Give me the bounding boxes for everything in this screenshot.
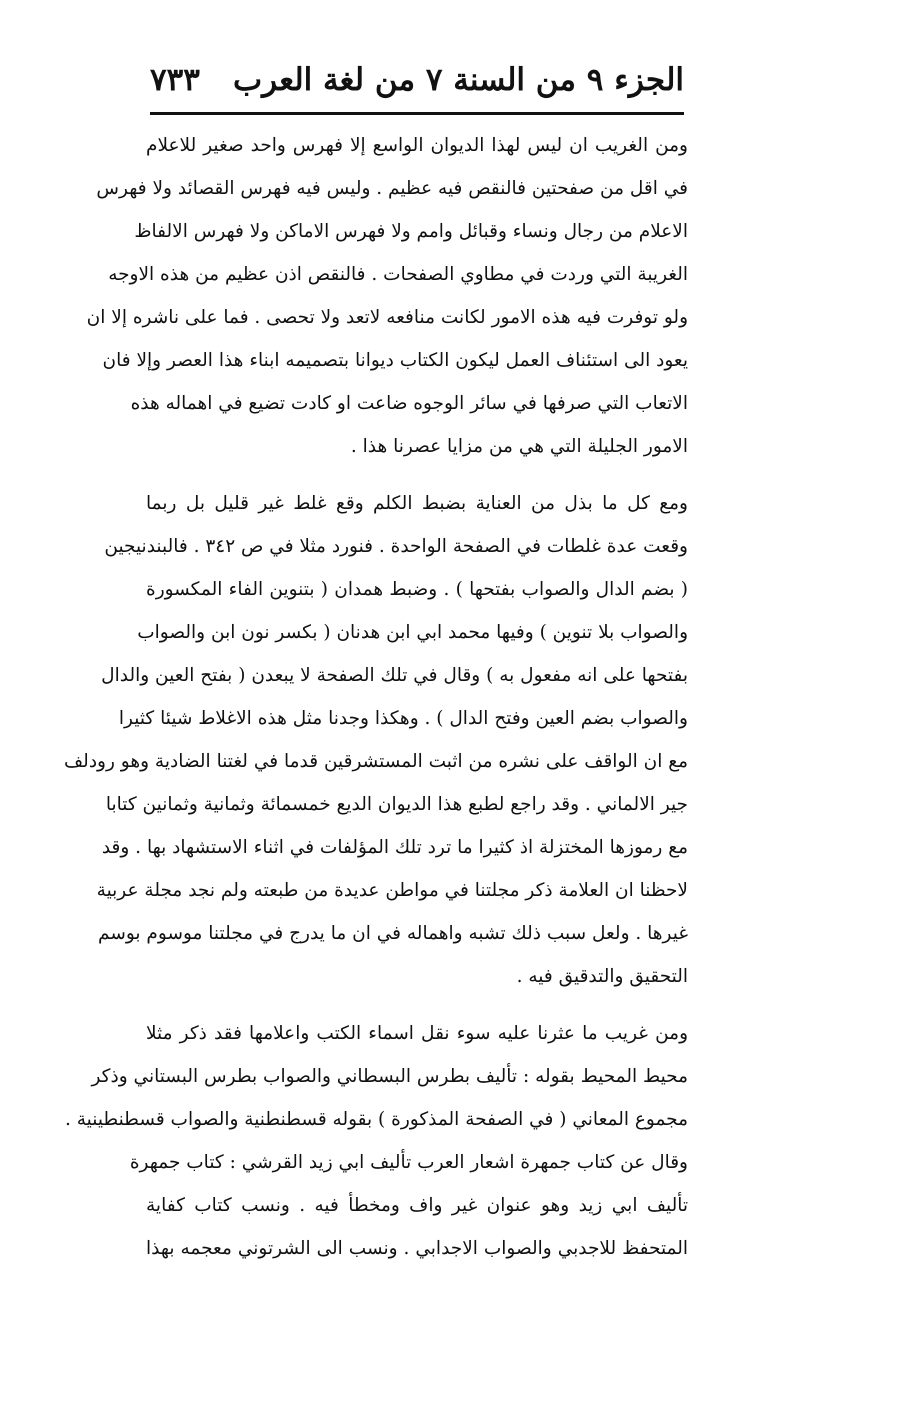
paragraph-3: [64, 1012, 688, 1270]
paragraph-1: [86, 124, 688, 468]
text-line: لاحظنا ان العلامة ذكر مجلتنا في مواطن عديدة من طبعته ولم نجد مجلة عربية: [96, 880, 688, 901]
page-number: ٧٣٣: [150, 62, 200, 98]
body-text: [64, 124, 688, 1284]
text-line: الاتعاب التي صرفها في سائر الوجوه ضاعت او كادت تضيع في اهماله هذه: [130, 393, 688, 414]
paragraph-2: [64, 482, 688, 998]
text-line: محيط المحيط بقوله : تأليف بطرس البسطاني والصواب بطرس البستاني وذكر: [91, 1066, 688, 1087]
text-line: وقال عن كتاب جمهرة اشعار العرب تأليف ابي زيد القرشي : كتاب جمهرة: [129, 1152, 688, 1173]
text-line: تأليف ابي زيد وهو عنوان غير واف ومخطأ فيه . ونسب كتاب كفاية: [146, 1195, 688, 1216]
text-line: غيرها . ولعل سبب ذلك تشبه واهماله في ان ما يدرج في مجلتنا موسوم بوسم: [98, 923, 688, 944]
text-line: والصواب بلا تنوين ) وفيها محمد ابي ابن هدنان ( بكسر نون ابن والصواب: [137, 622, 688, 643]
text-line: المتحفظ للاجدبي والصواب الاجدابي . ونسب الى الشرتوني معجمه بهذا: [146, 1238, 688, 1259]
text-line: ( بضم الدال والصواب بفتحها ) . وضبط همدان ( بتنوين الفاء المكسورة: [146, 579, 688, 600]
text-line: الاعلام من رجال ونساء وقبائل وامم ولا فهرس الاماكن ولا فهرس الالفاظ: [134, 221, 688, 242]
text-line: يعود الى استئناف العمل ليكون الكتاب ديوانا بتصميمه ابناء هذا العصر وإلا فان: [102, 350, 688, 371]
text-line: التحقيق والتدقيق فيه .: [516, 966, 688, 987]
text-line: في اقل من صفحتين فالنقص فيه عظيم . وليس فيه فهرس القصائد ولا فهرس: [96, 178, 688, 199]
text-line: ولو توفرت فيه هذه الامور لكانت منافعه لاتعد ولا تحصى . فما على ناشره إلا ان: [86, 307, 688, 328]
text-line: الغريبة التي وردت في مطاوي الصفحات . فالنقص اذن عظيم من هذه الاوجه: [108, 264, 688, 285]
text-line: ومن الغريب ان ليس لهذا الديوان الواسع إلا فهرس واحد صغير للاعلام: [146, 135, 688, 156]
text-line: ومن غريب ما عثرنا عليه سوء نقل اسماء الكتب واعلامها فقد ذكر مثلا: [146, 1023, 688, 1044]
text-line: بفتحها على انه مفعول به ) وقال في تلك الصفحة لا يبعدن ( بفتح العين والدال: [101, 665, 688, 686]
text-line: مجموع المعاني ( في الصفحة المذكورة ) بقوله قسطنطنية والصواب قسطنطينية .: [64, 1109, 688, 1130]
text-line: مع ان الواقف على نشره من اثبت المستشرقين قدما في لغتنا الضادية وهو رودلف: [64, 751, 688, 772]
header-rule: [150, 112, 684, 115]
running-header: [150, 52, 684, 108]
text-line: مع رموزها المختزلة اذ كثيرا ما ترد تلك المؤلفات في اثناء الاستشهاد بها . وقد: [101, 837, 688, 858]
text-line: والصواب بضم العين وفتح الدال ) . وهكذا وجدنا مثل هذه الاغلاط شيئا كثيرا: [118, 708, 688, 729]
header-title: الجزء ٩ من السنة ٧ من لغة العرب: [232, 62, 684, 98]
text-line: جير الالماني . وقد راجع لطبع هذا الديوان الديع خمسمائة وثمانية وثمانين كتابا: [105, 794, 688, 815]
text-line: ومع كل ما بذل من العناية بضبط الكلم وقع غلط غير قليل بل ربما: [146, 493, 688, 514]
text-line: الامور الجليلة التي هي من مزايا عصرنا هذا .: [350, 436, 688, 457]
text-line: وقعت عدة غلطات في الصفحة الواحدة . فنورد مثلا في ص ٣٤٢ . فالبندنيجين: [104, 536, 688, 557]
